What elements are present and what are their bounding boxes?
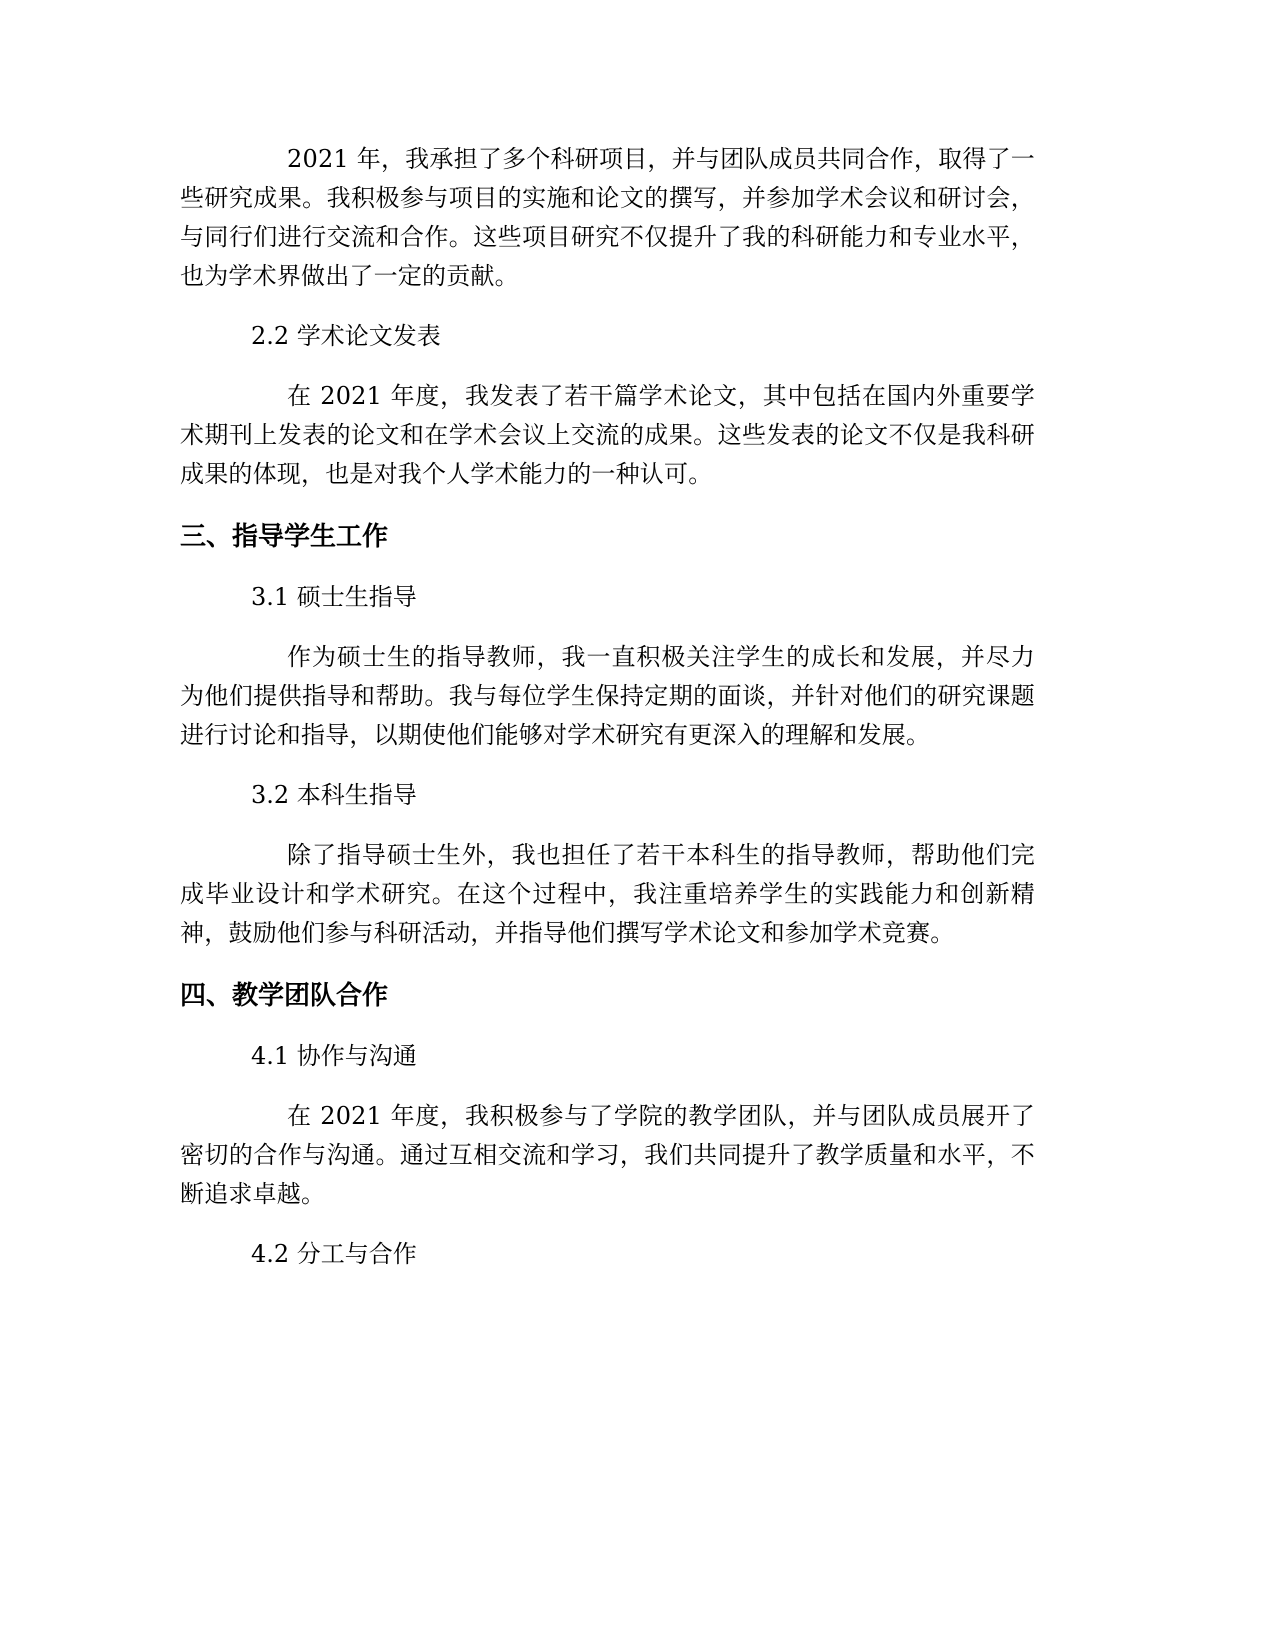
subheading-3-1: 3.1 硕士生指导 — [251, 583, 417, 611]
document-body — [180, 140, 1035, 1274]
subheading-3-2: 3.2 本科生指导 — [251, 781, 417, 809]
paragraph-publications: 在 2021 年度，我发表了若干篇学术论文，其中包括在国内外重要学术期刊上发表的论文和在学术会议上交流的成果。这些发表的论文不仅是我科研成果的体现，也是对我个人学术能力的一种认可。 — [180, 382, 1035, 488]
paragraph-team-communication: 在 2021 年度，我积极参与了学院的教学团队，并与团队成员展开了密切的合作与沟通。通过互相交流和学习，我们共同提升了教学质量和水平，不断追求卓越。 — [180, 1102, 1035, 1208]
section-title-3: 三、指导学生工作 — [180, 522, 389, 552]
paragraph-research-projects: 2021 年，我承担了多个科研项目，并与团队成员共同合作，取得了一些研究成果。我积极参与项目的实施和论文的撰写，并参加学术会议和研讨会，与同行们进行交流和合作。这些项目研究不仅提升了我的科研能力和专业水平，也为学术界做出了一定的贡献。 — [180, 145, 1035, 290]
subheading-2-2: 2.2 学术论文发表 — [251, 322, 441, 350]
section-title-4: 四、教学团队合作 — [180, 981, 389, 1011]
subheading-4-2: 4.2 分工与合作 — [251, 1240, 417, 1268]
paragraph-master-guidance: 作为硕士生的指导教师，我一直积极关注学生的成长和发展，并尽力为他们提供指导和帮助。我与每位学生保持定期的面谈，并针对他们的研究课题进行讨论和指导，以期使他们能够对学术研究有更深入的理解和发展。 — [180, 643, 1035, 749]
subheading-4-1: 4.1 协作与沟通 — [251, 1042, 417, 1070]
paragraph-undergrad-guidance: 除了指导硕士生外，我也担任了若干本科生的指导教师，帮助他们完成毕业设计和学术研究。在这个过程中，我注重培养学生的实践能力和创新精神，鼓励他们参与科研活动，并指导他们撰写学术论文和参加学术竞赛。 — [180, 841, 1035, 947]
